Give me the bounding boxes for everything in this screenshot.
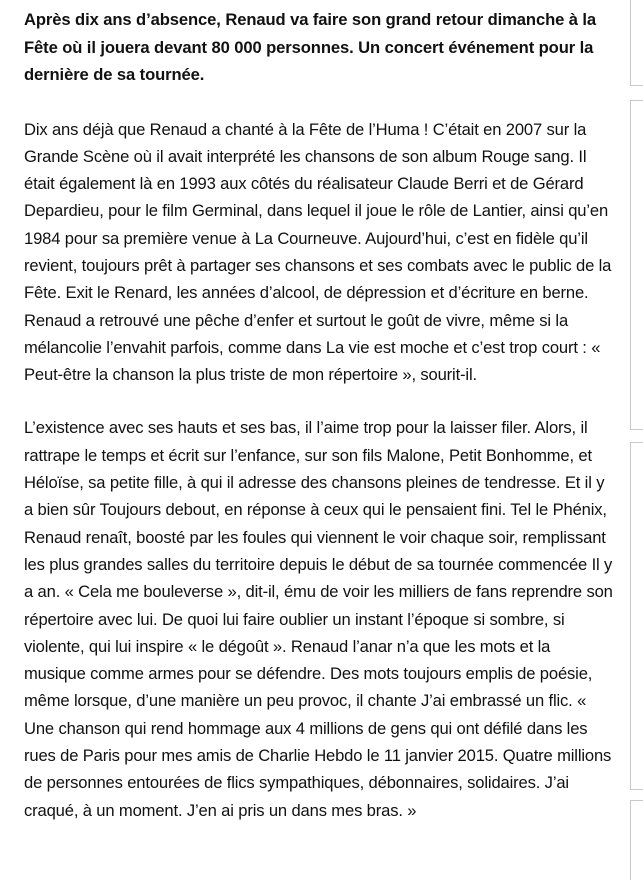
article-paragraph: Dix ans déjà que Renaud a chanté à la Fête de l’Huma ! C’était en 2007 sur la Grande Scène où il avait interprété les chansons de son album Rouge sang. Il était également là en 1993 aux côtés du réalisateur Claude Berri et de Gérard Depardieu, pour le film Germinal, dans lequel il joue le rôle de Lantier, ainsi qu’en 1984 pour sa première venue à La Courneuve. Aujourd’hui, c’est en fidèle qu’il revient, toujours prêt à partager ses chansons et ses combats avec le public de la Fête. Exit le Renard, les années d’alcool, de dépression et d’écriture en berne. Renaud a retrouvé une pêche d’enfer et surtout le goût de vivre, même si la mélancolie l’envahit parfois, comme dans La vie est moche et c’est trop court : « Peut-être la chanson la plus triste de mon répertoire », sourit-il. (24, 119, 612, 385)
article-lead: Après dix ans d’absence, Renaud va faire son grand retour dimanche à la Fête où il jouera devant 80 000 personnes. Un concert événement pour la dernière de sa tournée. (24, 10, 597, 84)
right-column-frame (630, 0, 643, 86)
article-paragraph: L’existence avec ses hauts et ses bas, il l’aime trop pour la laisser filer. Alors, il rattrape le temps et écrit sur l’enfance, sur son fils Malone, Petit Bonhomme, et Héloïse, sa petite fille, à qui il adresse des chansons pleines de tendresse. Et il y a bien sûr Toujours debout, en réponse à ceux qui le pensaient fini. Tel le Phénix, Renaud renaît, boosté par les foules qui viennent le voir chaque soir, remplissant les plus grandes salles du territoire depuis le début de sa tournée commencée Il y a an. « Cela me bouleverse », dit-il, ému de voir les milliers de fans reprendre son répertoire avec lui. De quoi lui faire oublier un instant l’époque si sombre, si violente, qui lui inspire « le dégoût ». Renaud l’anar n’a que les mots et la musique comme armes pour se défendre. Des mots toujours emplis de poésie, même lorsque, d’une manière un peu provoc, il chante J’ai embrassé un flic. « Une chanson qui rend hommage aux 4 millions de gens qui ont défilé dans les rues de Paris pour mes amis de Charlie Hebdo le 11 janvier 2015. Quatre millions de personnes entourées de flics sympathiques, débonnaires, solidaires. J’ai craqué, à un moment. J’en ai pris un dans mes bras. » (24, 418, 613, 820)
right-column-frame (630, 800, 643, 880)
article-body (24, 6, 614, 824)
right-column-frame (630, 442, 643, 790)
right-column-frame (630, 100, 643, 430)
